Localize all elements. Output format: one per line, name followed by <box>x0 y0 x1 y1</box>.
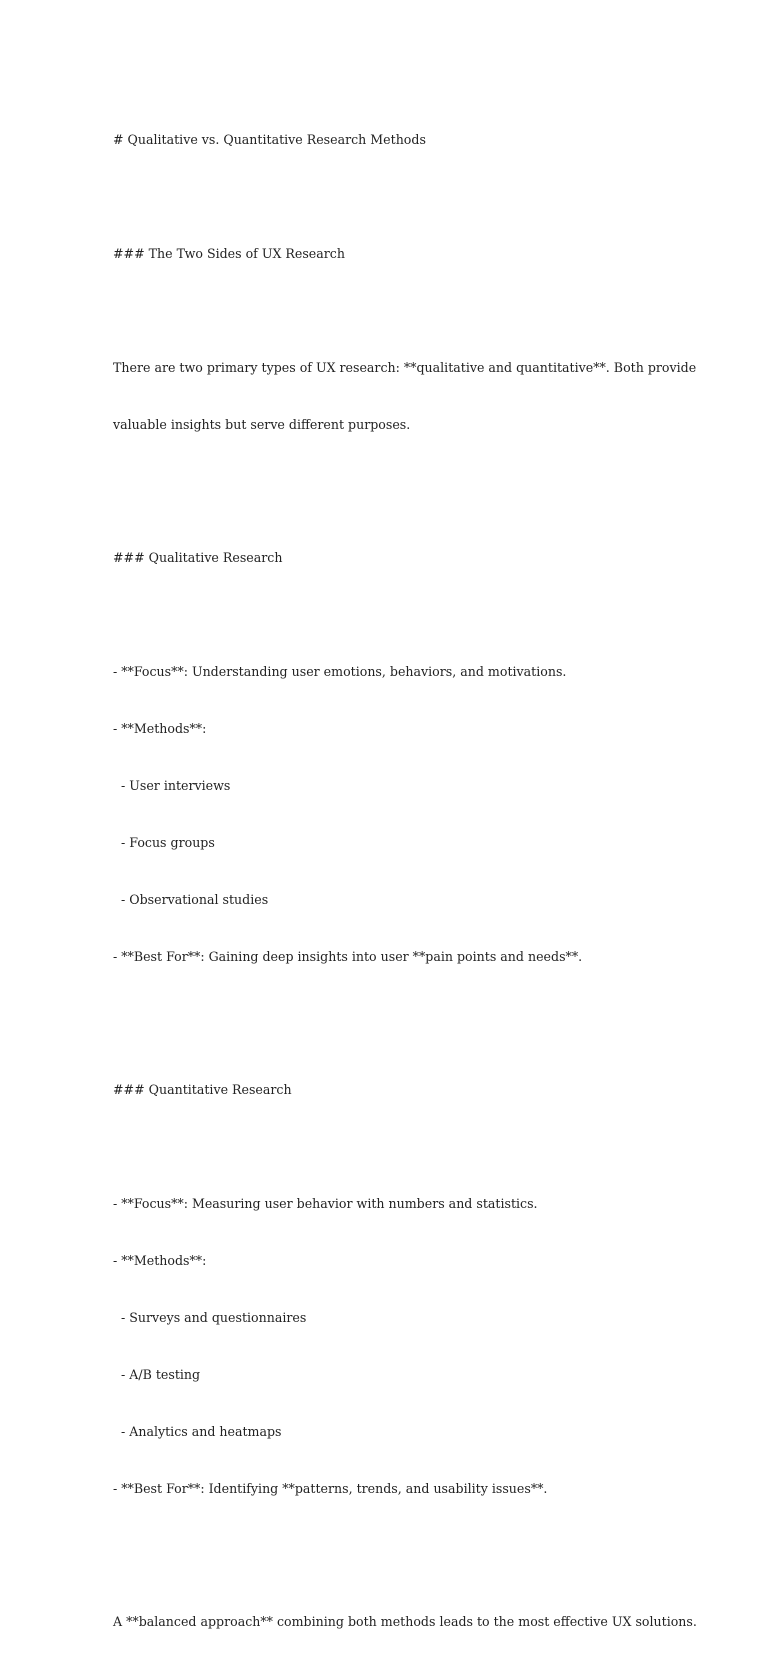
spacer <box>113 605 673 624</box>
qualitative-method-item: - User interviews <box>113 778 231 793</box>
document-body <box>113 92 697 1669</box>
qualitative-method-item: - Observational studies <box>113 892 269 907</box>
spacer <box>113 1137 673 1156</box>
intro-line-2: valuable insights but serve different purposes. <box>113 417 411 432</box>
qualitative-method-item: - Focus groups <box>113 835 215 850</box>
spacer <box>113 1004 673 1023</box>
section-heading-two-sides: ### The Two Sides of UX Research <box>113 246 345 261</box>
qualitative-methods-label: - **Methods**: <box>113 721 207 736</box>
quantitative-method-item: - Analytics and heatmaps <box>113 1424 282 1439</box>
spacer <box>113 1536 673 1555</box>
intro-line-1: There are two primary types of UX research: **qualitative and quantitative**. Both provide <box>113 360 697 375</box>
qualitative-focus: - **Focus**: Understanding user emotions, behaviors, and motivations. <box>113 664 567 679</box>
quantitative-methods-label: - **Methods**: <box>113 1253 207 1268</box>
section-heading-qualitative: ### Qualitative Research <box>113 550 283 565</box>
spacer <box>113 187 673 206</box>
document-title: # Qualitative vs. Quantitative Research Methods <box>113 132 426 147</box>
quantitative-best-for: - **Best For**: Identifying **patterns, trends, and usability issues**. <box>113 1481 548 1496</box>
spacer <box>113 301 673 320</box>
section-heading-quantitative: ### Quantitative Research <box>113 1082 292 1097</box>
quantitative-focus: - **Focus**: Measuring user behavior with numbers and statistics. <box>113 1196 538 1211</box>
quantitative-method-item: - A/B testing <box>113 1367 201 1382</box>
quantitative-method-item: - Surveys and questionnaires <box>113 1310 307 1325</box>
spacer <box>113 472 673 491</box>
conclusion: A **balanced approach** combining both methods leads to the most effective UX solutions. <box>113 1614 697 1629</box>
qualitative-best-for: - **Best For**: Gaining deep insights into user **pain points and needs**. <box>113 949 583 964</box>
